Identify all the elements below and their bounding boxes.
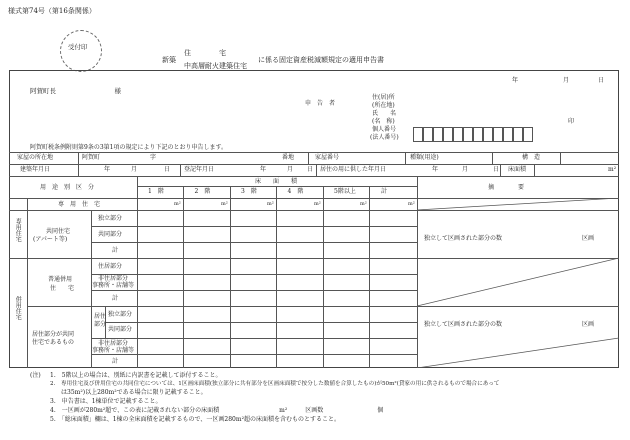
- residence-part-label: 住居部分: [98, 263, 123, 270]
- floor-column-header: 1 階: [148, 188, 164, 195]
- ordinary-combined-label2: 住 宅: [50, 285, 75, 292]
- applicant-name: 氏 名: [372, 110, 397, 117]
- applicant-title: (名 称): [372, 118, 395, 125]
- built-day: 日: [164, 166, 171, 173]
- exclusive-note-unit: 区画: [582, 235, 595, 242]
- personal-number-box[interactable]: [443, 127, 453, 142]
- house-number-label: 家屋番号: [315, 154, 340, 161]
- built-date-label: 建築年月日: [20, 166, 51, 173]
- header-housing-bottom: 中高層耐火建築住宅: [184, 62, 247, 70]
- note-2b: は35m²)以上280m²である場合に限り記載すること。: [61, 389, 207, 396]
- reg-month: 月: [287, 166, 294, 173]
- header-housing-top: 住 宅: [184, 49, 226, 57]
- ordinary-combined-label: 普通併用: [48, 276, 73, 283]
- combined-note: 独立して区画された部分の数: [424, 321, 503, 328]
- note-5: 5. 「総床面積」欄は、1棟の全床面積を記載するもので、一区画280m²超の床面積を含むものとすること。: [50, 416, 340, 423]
- date-year: 年: [512, 77, 519, 84]
- personal-number-box[interactable]: [413, 127, 423, 142]
- total-area-unit: m²: [608, 166, 617, 173]
- exclusive-group-label: 専用住宅: [14, 218, 22, 242]
- area-unit: m²: [267, 201, 274, 207]
- notes-label: (注): [30, 372, 41, 379]
- res-part-label2: 部分: [94, 321, 107, 328]
- floor-column-header: 3 階: [241, 188, 257, 195]
- shared-housing-label: 共同住宅: [46, 228, 71, 235]
- ordinary-total-label: 計: [112, 295, 119, 302]
- kind-label: 種類(用途): [410, 154, 439, 161]
- personal-number-box[interactable]: [433, 127, 443, 142]
- note-1: 1. 5階以上の場合は、別紙に内訳書を記載して添付すること。: [50, 372, 222, 379]
- applicant-corp-no: (法人番号): [370, 134, 399, 141]
- personal-number-box[interactable]: [483, 127, 493, 142]
- floor-column-header: 4 階: [287, 188, 304, 195]
- built-month: 月: [131, 166, 138, 173]
- exclusive-common-label: 共同部分: [98, 231, 123, 238]
- res-year: 年: [432, 166, 439, 173]
- structure-label: 構 造: [522, 154, 541, 161]
- reg-day: 日: [307, 166, 314, 173]
- personal-number-box[interactable]: [493, 127, 503, 142]
- personal-number-box[interactable]: [463, 127, 473, 142]
- residence-date-label: 居住の用に供した年月日: [320, 166, 387, 173]
- area-unit: m²: [174, 201, 181, 207]
- reg-year: 年: [260, 166, 267, 173]
- area-unit: m²: [408, 201, 415, 207]
- area-unit: m²: [221, 201, 228, 207]
- registration-date-label: 登記年月日: [184, 166, 215, 173]
- applicant-address: 住(居)所: [372, 94, 395, 101]
- header-title: に係る固定資産税減額規定の適用申告書: [258, 56, 384, 64]
- personal-number-box[interactable]: [423, 127, 433, 142]
- personal-number-box[interactable]: [503, 127, 513, 142]
- personal-number-box[interactable]: [513, 127, 523, 142]
- floor-column-header: 計: [381, 188, 388, 195]
- res-part-label: 居住: [94, 313, 107, 320]
- res-day: 日: [493, 166, 500, 173]
- built-year: 年: [104, 166, 111, 173]
- usage-class-header: 用 途 別 区 分: [40, 184, 95, 191]
- location-label: 家屋の所在地: [17, 154, 54, 161]
- res-month: 月: [462, 166, 469, 173]
- floor-column-header: 5階以上: [334, 188, 356, 195]
- exclusive-housing-row: 専 用 住 宅: [58, 201, 101, 208]
- combined-common-label: 共同部分: [108, 326, 133, 333]
- area-unit: m²: [314, 201, 321, 207]
- summary-diagonals: [417, 198, 619, 368]
- summary-header: 摘 要: [488, 184, 525, 191]
- stamp-label: 受付印: [68, 43, 88, 51]
- exclusive-note: 独立して区画された部分の数: [424, 235, 503, 242]
- form-number: 様式第74号（第16条関係）: [8, 7, 96, 15]
- non-residence-label: 非住居部分: [98, 275, 129, 282]
- applicant-personal-no: 個人番号: [372, 126, 397, 133]
- seal-mark: 印: [568, 118, 575, 125]
- area-unit: m²: [360, 201, 367, 207]
- addressee: 阿賀町長 様: [30, 87, 121, 95]
- combined-indep-label: 独立部分: [108, 311, 133, 318]
- multi-dwelling-label: 居住部分が共同: [32, 331, 75, 338]
- personal-number-box[interactable]: [473, 127, 483, 142]
- non-residence-label2: 事務所・店舗等: [92, 282, 135, 289]
- note-3: 3. 申告書は、1棟単位で記載すること。: [50, 398, 162, 405]
- total-area-label: 床面積: [508, 166, 527, 173]
- town-name: 阿賀町: [82, 154, 101, 161]
- exclusive-indep-label: 独立部分: [98, 215, 123, 222]
- reception-stamp-circle: [60, 30, 102, 72]
- combined-note-unit: 区画: [582, 321, 595, 328]
- combined-non-residence-label2: 事務所・店舗等: [92, 347, 135, 354]
- personal-number-box[interactable]: [523, 127, 533, 142]
- multi-dwelling-label2: 住宅であるもの: [32, 339, 75, 346]
- combined-group-label: 併用住宅: [14, 296, 22, 320]
- date-month: 月: [563, 77, 570, 84]
- combined-total-label: 計: [112, 358, 119, 365]
- exclusive-total-label: 計: [112, 247, 119, 254]
- note-2a: 2. 専用住宅及び併用住宅の共同住宅については、1区画床面積(独立部分に共有部分を区画床面積で按分した数値を合算したもの)が50m²(貸家の用に供されるもので場合にあって: [50, 381, 500, 387]
- shared-housing-sub: (アパート等): [33, 236, 68, 243]
- floor-area-header: 床 面 積: [255, 178, 298, 185]
- applicant-label: 申 告 者: [305, 100, 336, 107]
- header-prefix: 新築: [162, 56, 176, 64]
- personal-number-box[interactable]: [453, 127, 463, 142]
- date-day: 日: [598, 77, 605, 84]
- aza-label: 字: [150, 154, 157, 161]
- intro-text: 阿賀町税条例附則第9条の3第1項の規定により下記のとおり申告します。: [30, 144, 227, 151]
- note-4: 4. 一区画が280m²超で、この表に記載されない部分の床面積 m² 区画数 個: [50, 407, 384, 414]
- applicant-location: (所在地): [372, 102, 395, 109]
- lot-label: 番地: [282, 154, 295, 161]
- floor-column-header: 2 階: [194, 188, 211, 195]
- combined-non-residence-label: 非住居部分: [98, 340, 129, 347]
